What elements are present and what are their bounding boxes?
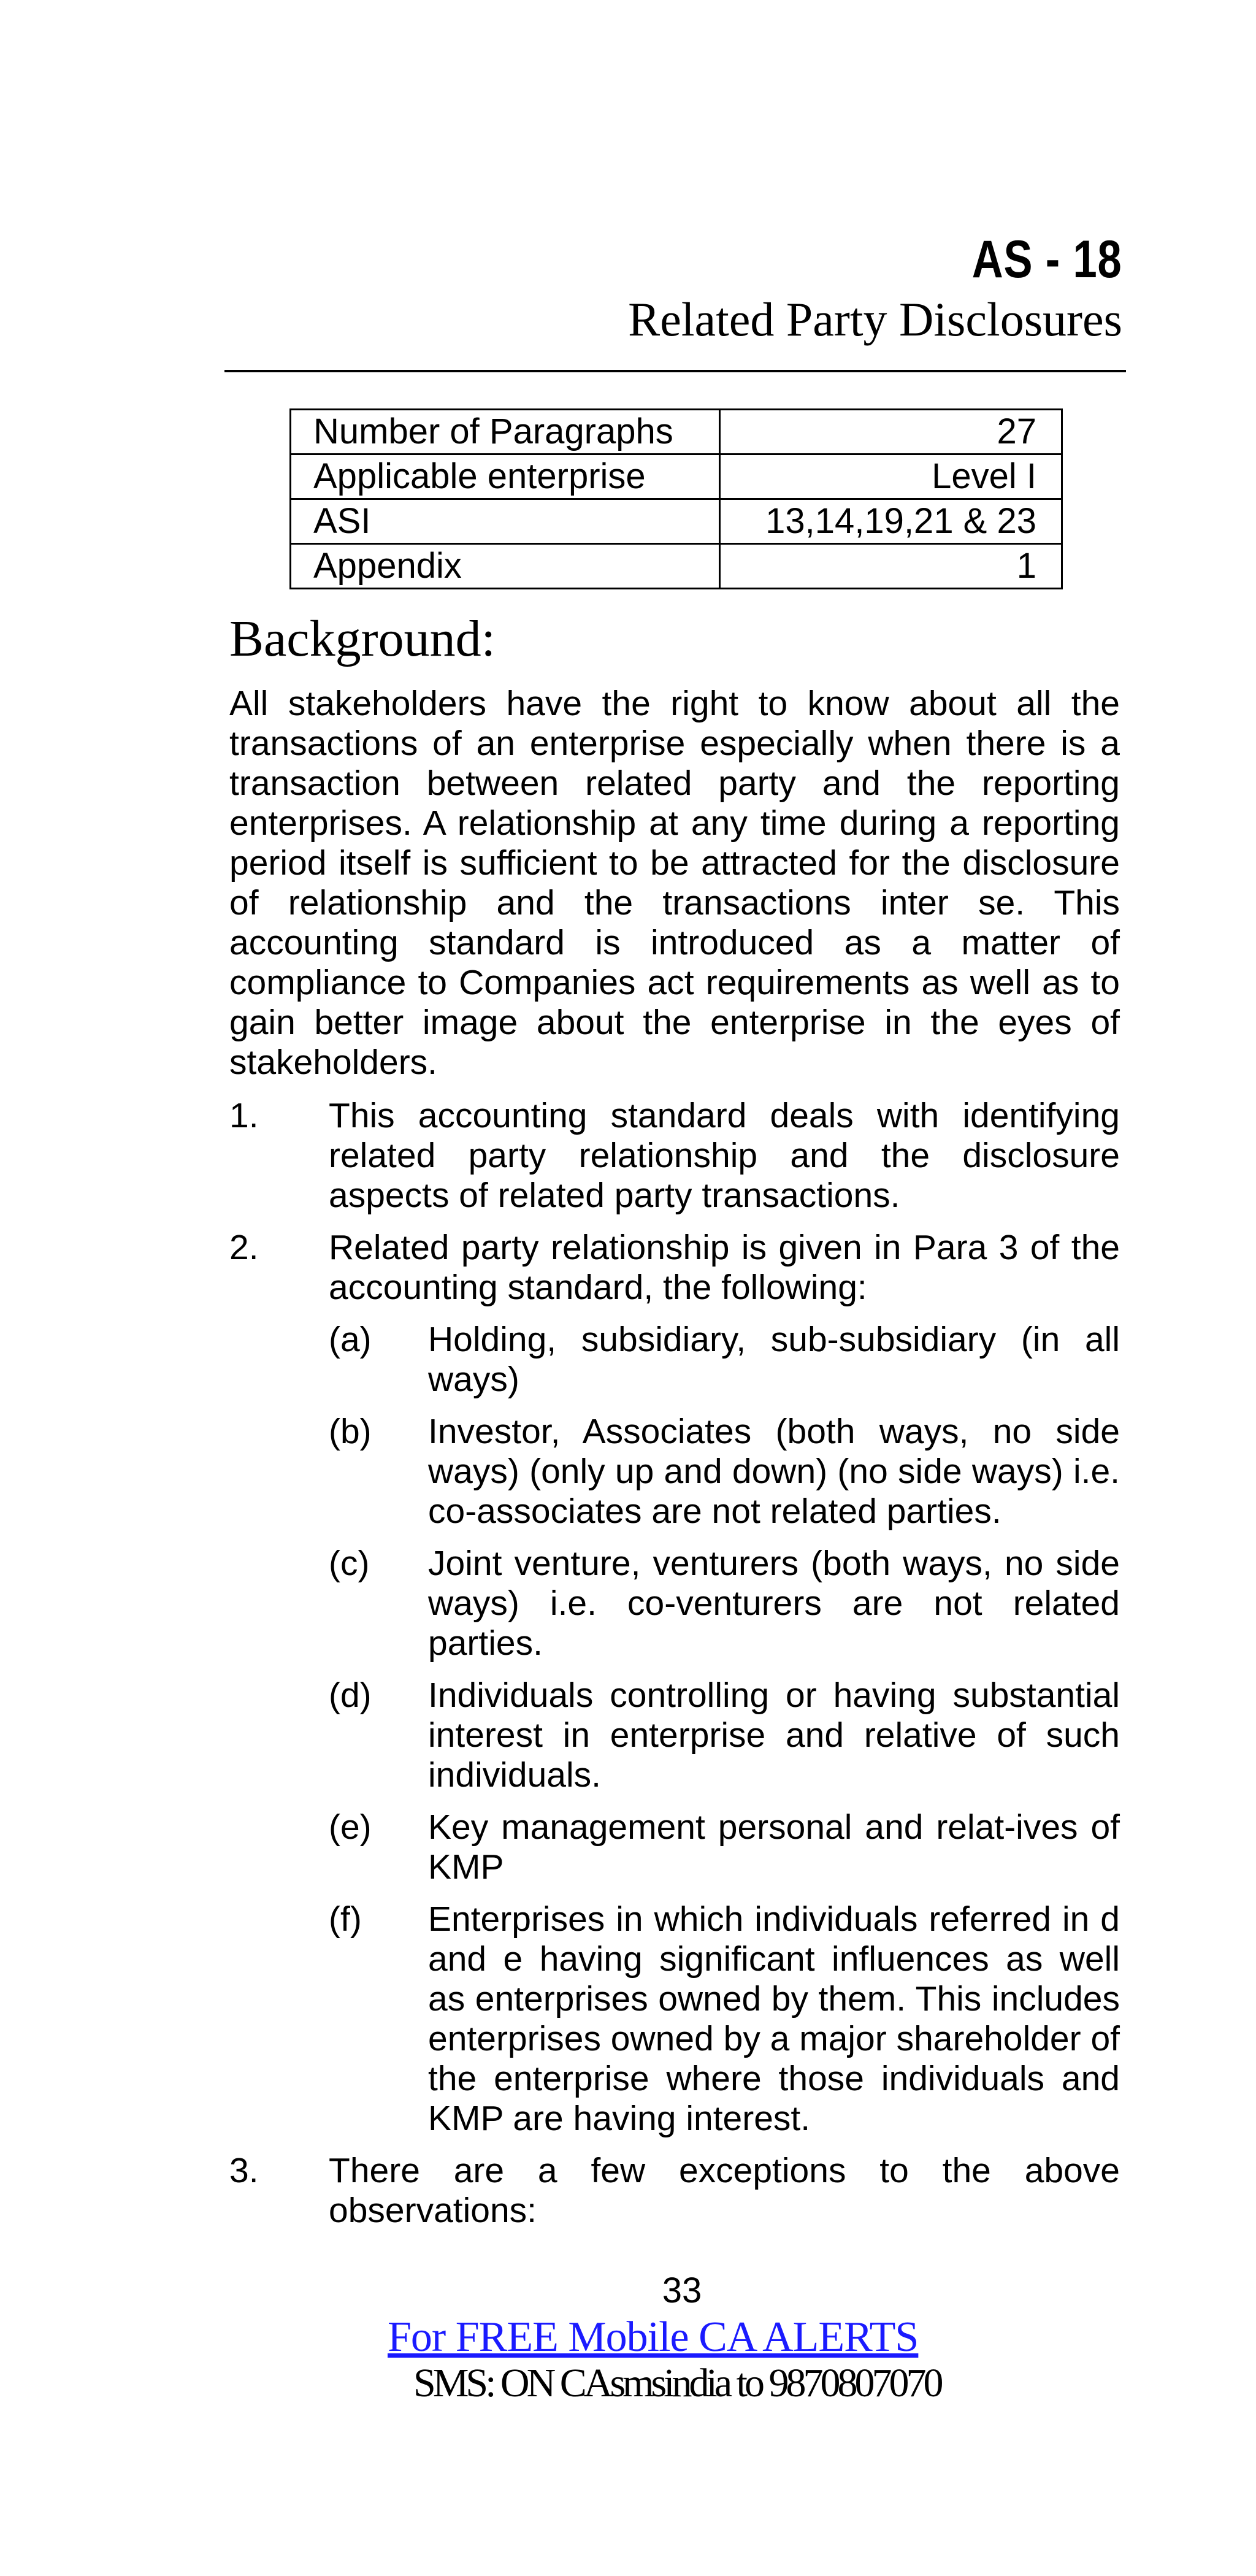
table-row — [291, 499, 1062, 544]
sub-list-item — [229, 1412, 1120, 1531]
item-text: Related party relationship is given in Para 3 of the accounting standard, the following: — [329, 1228, 1120, 1307]
table-value: 13,14,19,21 & 23 — [720, 499, 1062, 544]
standard-code: AS - 18 — [972, 230, 1122, 289]
table-row — [291, 410, 1062, 454]
background-heading: Background: — [229, 610, 496, 667]
table-label: ASI — [291, 499, 720, 544]
table-value: 1 — [720, 544, 1062, 589]
sub-item-letter: (f) — [329, 1899, 362, 1939]
item-number: 1. — [229, 1096, 259, 1135]
sub-item-letter: (b) — [329, 1412, 372, 1451]
page-number: 33 — [662, 2271, 702, 2310]
sub-item-text: Holding, subsidiary, sub-subsidiary (in all ways) — [428, 1320, 1120, 1399]
table-row — [291, 454, 1062, 499]
item-number: 2. — [229, 1228, 259, 1267]
body-content — [229, 684, 1120, 2243]
sub-list-item — [229, 1544, 1120, 1663]
sub-list-item — [229, 1676, 1120, 1795]
background-paragraph: All stakeholders have the right to know about all the transactions of an enterprise especially when there is a transaction between related party and the reporting enterprises. A relationship at any time during a reporting period itself is sufficient to be attracted for the disclosure of relationship and the transactions inter se. This accounting standard is introduced as a matter of compliance to Companies act requirements as well as to gain better image about the enterprise in the eyes of stakeholders. — [229, 684, 1120, 1082]
table-label: Applicable enterprise — [291, 454, 720, 499]
list-item — [229, 1228, 1120, 1308]
table-label: Number of Paragraphs — [291, 410, 720, 454]
standard-title: Related Party Disclosures — [628, 293, 1122, 346]
table-value: 27 — [720, 410, 1062, 454]
sub-list-item — [229, 1320, 1120, 1400]
list-item — [229, 2151, 1120, 2231]
sub-list-item — [229, 1807, 1120, 1887]
table-label: Appendix — [291, 544, 720, 589]
ca-alerts-link[interactable]: For FREE Mobile CA ALERTS — [388, 2313, 919, 2361]
sub-list-item — [229, 1899, 1120, 2139]
sub-item-letter: (e) — [329, 1807, 372, 1847]
table-value: Level I — [720, 454, 1062, 499]
summary-table — [289, 408, 1063, 589]
list-item — [229, 1096, 1120, 1216]
item-number: 3. — [229, 2151, 259, 2190]
sub-item-letter: (c) — [329, 1544, 370, 1583]
sub-item-text: Key management personal and relat-ives of KMP — [428, 1807, 1120, 1887]
sub-item-letter: (a) — [329, 1320, 372, 1359]
item-text: There are a few exceptions to the above observations: — [329, 2151, 1120, 2230]
sub-item-letter: (d) — [329, 1676, 372, 1715]
item-text: This accounting standard deals with identifying related party relationship and the disclosure aspects of related party transactions. — [329, 1096, 1120, 1215]
sub-item-text: Joint venture, venturers (both ways, no side ways) i.e. co-venturers are not related parties. — [428, 1544, 1120, 1663]
header-divider — [224, 370, 1126, 372]
sub-item-text: Individuals controlling or having substantial interest in enterprise and relative of such individuals. — [428, 1676, 1120, 1795]
sub-item-text: Enterprises in which individuals referred in d and e having significant influences as well as enterprises owned by them. This includes enterprises owned by a major shareholder of the enterprise where those individuals and KMP are having interest. — [428, 1899, 1120, 2138]
sms-instruction: SMS: ON CAsmsindia to 9870807070 — [413, 2361, 941, 2405]
sub-item-text: Investor, Associates (both ways, no side ways) (only up and down) (no side ways) i.e. co-associates are not related parties. — [428, 1412, 1120, 1531]
table-row — [291, 544, 1062, 589]
